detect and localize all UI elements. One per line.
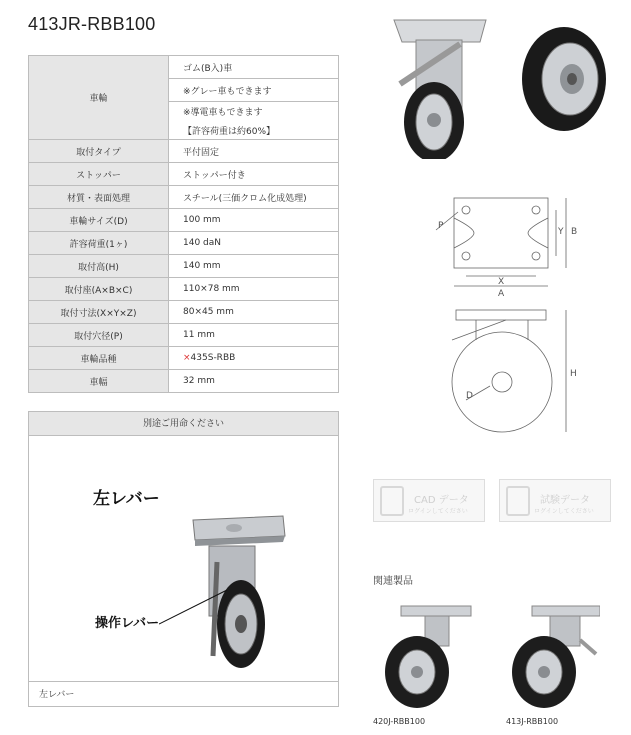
related-item-image[interactable] (500, 600, 600, 710)
pointer-line (159, 586, 229, 626)
cad-sub: ログインしてください (408, 508, 468, 515)
spec-value: 32 mm (169, 370, 339, 393)
spec-value: 110×78 mm (169, 278, 339, 301)
dim-x: X (498, 277, 505, 287)
option-box (28, 411, 339, 707)
related-item-image[interactable] (373, 600, 473, 710)
spec-key: 車輪サイズ(D) (29, 209, 169, 232)
spec-value: ※導電車もできます (169, 102, 339, 122)
cad-icon (380, 486, 404, 516)
link-marker: × (183, 353, 191, 363)
dim-y: Y (558, 227, 564, 237)
spec-value: 80×45 mm (169, 301, 339, 324)
spec-value: 【許容荷重は約60%】 (169, 122, 339, 140)
dim-a: A (498, 289, 505, 299)
dim-p: P (438, 221, 444, 231)
test-data-button[interactable] (499, 479, 611, 522)
cad-data-button[interactable] (373, 479, 485, 522)
dim-b: B (571, 227, 578, 237)
spec-key: 車幅 (29, 370, 169, 393)
option-image (29, 436, 338, 682)
spec-key: 車輪品種 (29, 347, 169, 370)
related-item-caption[interactable]: 420J-RBB100 (373, 717, 426, 726)
spec-value[interactable] (169, 347, 339, 370)
option-header: 別途ご用命ください (29, 412, 338, 436)
product-title: 413JR-RBB100 (28, 14, 156, 34)
spec-table (28, 55, 339, 393)
spec-key: 取付寸法(X×Y×Z) (29, 301, 169, 324)
spec-value: スチール(三価クロム化成処理) (169, 186, 339, 209)
spec-value: 平付固定 (169, 140, 339, 163)
related-item-caption[interactable]: 413J-RBB100 (506, 717, 559, 726)
cad-label: CAD データ (414, 495, 469, 506)
option-image-title: 左レバー (93, 489, 160, 509)
caster-photo-side (380, 14, 490, 159)
dim-h: H (570, 369, 577, 379)
test-label: 試験データ (540, 495, 590, 506)
caster-photo-wheel (514, 24, 614, 134)
spec-key: 取付高(H) (29, 255, 169, 278)
option-footer: 左レバー (39, 690, 75, 700)
spec-value: 11 mm (169, 324, 339, 347)
spec-value: ※グレー車もできます (169, 79, 339, 102)
dimension-drawing (416, 190, 586, 450)
spec-key: 材質・表面処理 (29, 186, 169, 209)
spec-value: 140 mm (169, 255, 339, 278)
dim-d: D (466, 391, 473, 401)
related-heading: 関連製品 (373, 576, 413, 587)
test-sub: ログインしてください (534, 508, 594, 515)
spec-value: ストッパー付き (169, 163, 339, 186)
option-image-label: 操作レバー (95, 616, 160, 631)
spec-row-wheel (29, 56, 339, 79)
spec-key: 許容荷重(1ヶ) (29, 232, 169, 255)
spec-key: ストッパー (29, 163, 169, 186)
wheel-type-link[interactable]: 435S-RBB (190, 353, 236, 363)
spec-key: 車輪 (29, 56, 169, 140)
spec-key: 取付穴径(P) (29, 324, 169, 347)
spec-value: ゴム(B入)車 (169, 56, 339, 79)
spec-key: 取付座(A×B×C) (29, 278, 169, 301)
spec-value: 100 mm (169, 209, 339, 232)
spec-value: 140 daN (169, 232, 339, 255)
clipboard-icon (506, 486, 530, 516)
spec-key: 取付タイプ (29, 140, 169, 163)
